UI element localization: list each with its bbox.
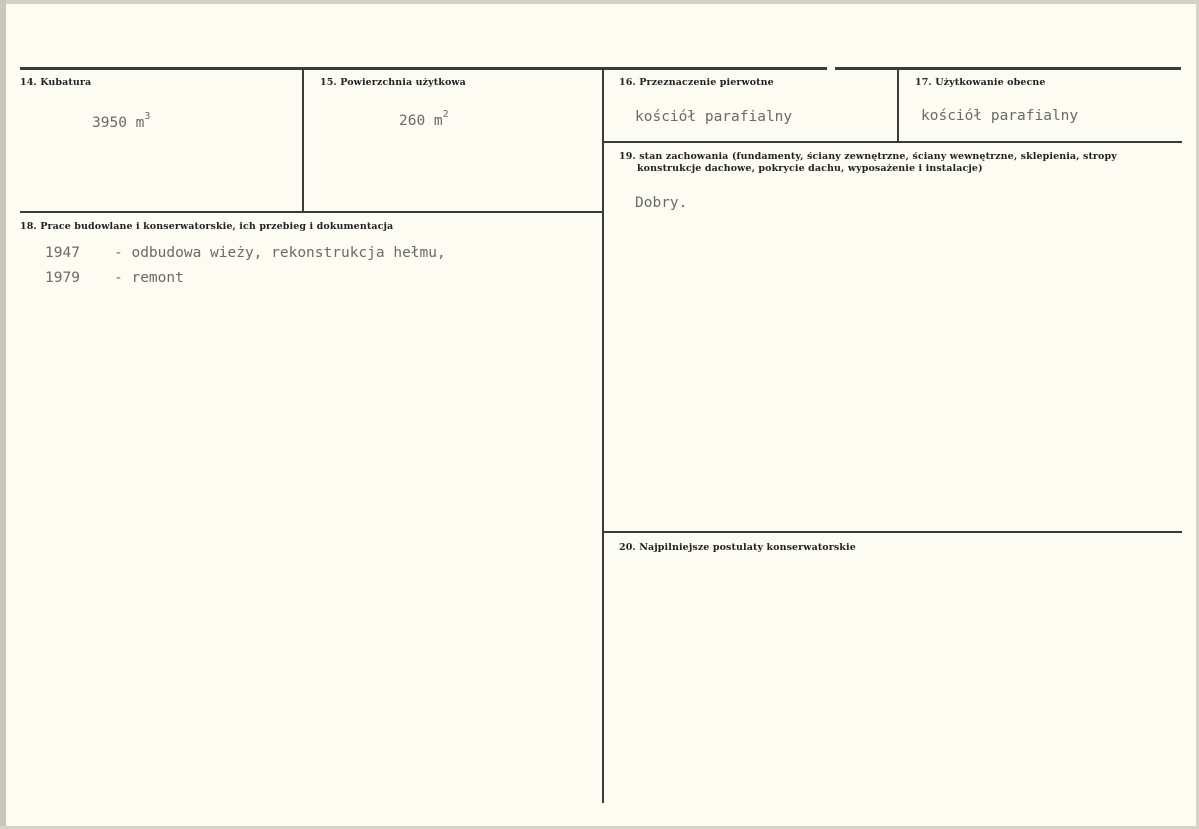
field-14-number: 3950 m xyxy=(92,114,145,131)
field-17-label: 17. Użytkowanie obecne xyxy=(915,77,1046,88)
field-15-number: 260 m xyxy=(399,112,443,129)
field-18-entry-1-text: - odbudowa wieży, rekonstrukcja hełmu, xyxy=(114,245,446,261)
rule-above-19 xyxy=(604,141,1182,143)
top-rule-left xyxy=(20,67,827,70)
divider-14-15 xyxy=(302,70,304,213)
field-18-entry-2-text: - remont xyxy=(114,270,184,286)
field-14-exponent: 3 xyxy=(144,111,151,122)
field-19-label-line1: 19. stan zachowania (fundamenty, ściany zewnętrzne, ściany wewnętrzne, sklepienia, stropy xyxy=(619,151,1117,162)
divider-main xyxy=(602,70,604,803)
top-rule-right xyxy=(835,67,1181,70)
field-18-entry-1-year: 1947 xyxy=(45,245,80,261)
field-18-label: 18. Prace budowlane i konserwatorskie, ich przebieg i dokumentacja xyxy=(20,221,394,232)
field-16-value: kościół parafialny xyxy=(635,109,793,125)
card-top-edge xyxy=(0,0,1199,4)
field-18-entry-2-year: 1979 xyxy=(45,270,80,286)
field-17-value: kościół parafialny xyxy=(921,108,1079,124)
field-15-exponent: 2 xyxy=(442,109,449,120)
field-15-label: 15. Powierzchnia użytkowa xyxy=(320,77,466,88)
card-left-edge xyxy=(0,0,6,829)
rule-above-20 xyxy=(604,531,1182,533)
field-20-label: 20. Najpilniejsze postulaty konserwatorskie xyxy=(619,542,856,553)
field-14-label: 14. Kubatura xyxy=(20,77,92,88)
field-19-value: Dobry. xyxy=(635,195,688,211)
field-15-value xyxy=(399,111,449,129)
field-19-label-line2: konstrukcje dachowe, pokrycie dachu, wyposażenie i instalacje) xyxy=(637,163,983,174)
divider-16-17 xyxy=(897,70,899,142)
rule-above-18 xyxy=(20,211,602,213)
field-16-label: 16. Przeznaczenie pierwotne xyxy=(619,77,774,88)
field-14-value xyxy=(92,113,150,131)
